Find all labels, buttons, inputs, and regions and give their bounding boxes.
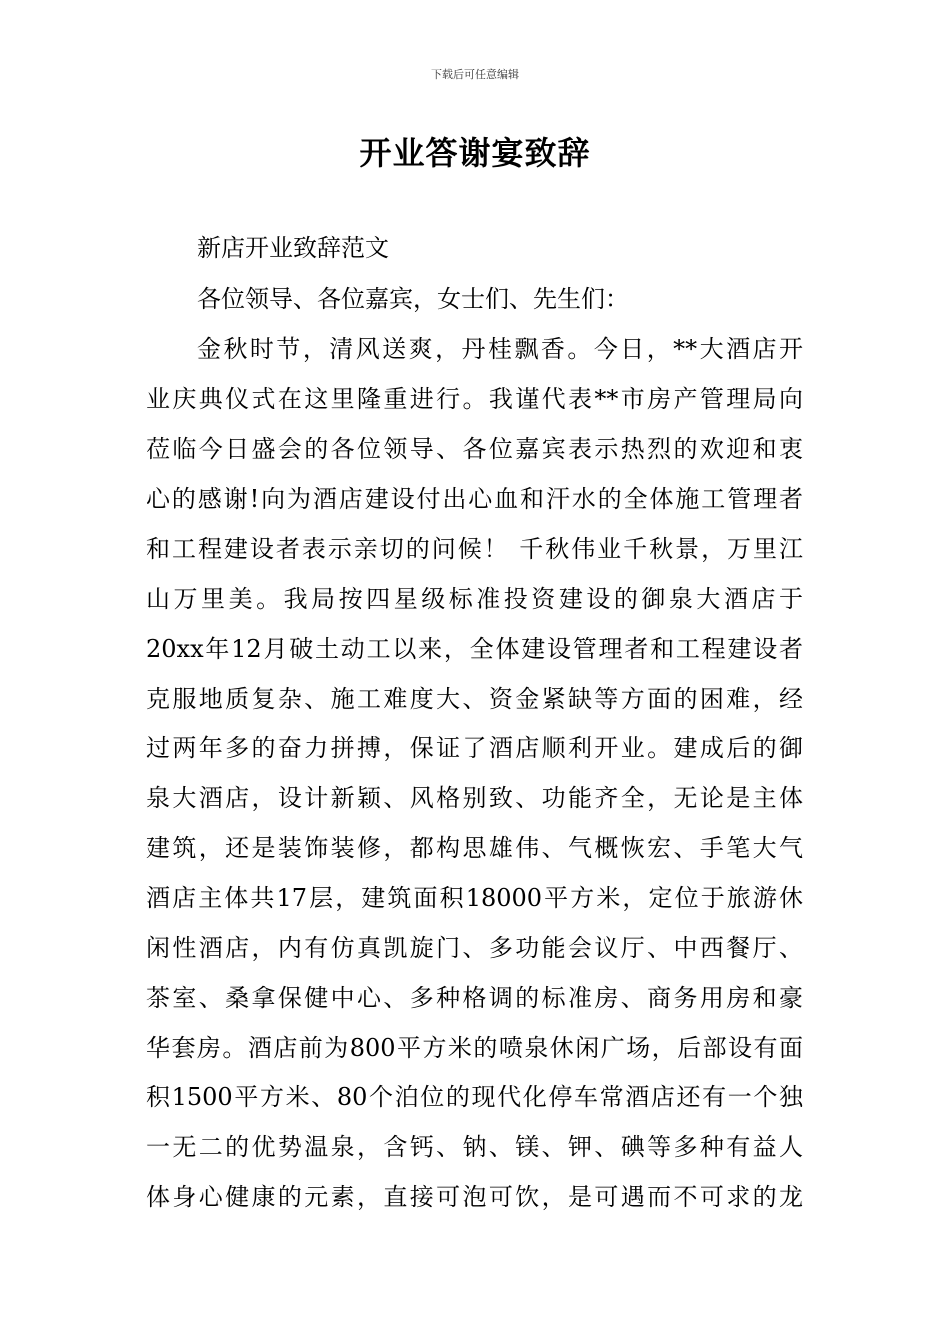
body-line: 闲性酒店，内有仿真凯旋门、多功能会议厅、中西餐厅、 xyxy=(146,934,803,962)
header-note: 下载后可任意编辑 xyxy=(431,68,519,81)
body-line: 一无二的优势温泉，含钙、钠、镁、钾、碘等多种有益人 xyxy=(146,1133,803,1161)
body-line: 山万里美。我局按四星级标准投资建设的御泉大酒店于 xyxy=(146,585,803,613)
body-line: 业庆典仪式在这里隆重进行。我谨代表**市房产管理局向 xyxy=(146,385,803,413)
document-title: 开业答谢宴致辞 xyxy=(359,134,591,172)
body-line: 茶室、桑拿保健中心、多种格调的标准房、商务用房和豪 xyxy=(146,984,803,1012)
body-line: 心的感谢!向为酒店建设付出心血和汗水的全体施工管理者 xyxy=(146,485,803,513)
body-line: 20xx年12月破土动工以来，全体建设管理者和工程建设者 xyxy=(146,635,803,663)
body-line: 华套房。酒店前为800平方米的喷泉休闲广场，后部设有面 xyxy=(146,1034,803,1062)
body-line: 泉大酒店，设计新颖、风格别致、功能齐全，无论是主体 xyxy=(146,784,803,812)
body-line: 积1500平方米、80个泊位的现代化停车常酒店还有一个独 xyxy=(146,1083,803,1111)
body-line: 克服地质复杂、施工难度大、资金紧缺等方面的困难，经 xyxy=(146,685,803,713)
body-line: 过两年多的奋力拼搏，保证了酒店顺利开业。建成后的御 xyxy=(146,734,803,762)
salutation-line: 各位领导、各位嘉宾，女士们、先生们： xyxy=(197,285,629,313)
body-line: 酒店主体共17层，建筑面积18000平方米，定位于旅游休 xyxy=(146,884,803,912)
body-line: 和工程建设者表示亲切的问候！ 千秋伟业千秋景，万里江 xyxy=(146,535,803,563)
subtitle-line: 新店开业致辞范文 xyxy=(197,234,389,262)
body-line: 建筑，还是装饰装修，都构思雄伟、气概恢宏、手笔大气 xyxy=(146,834,803,862)
body-line: 体身心健康的元素，直接可泡可饮，是可遇而不可求的龙 xyxy=(146,1183,803,1211)
body-line: 莅临今日盛会的各位领导、各位嘉宾表示热烈的欢迎和衷 xyxy=(146,435,803,463)
body-line: 金秋时节，清风送爽，丹桂飘香。今日，**大酒店开 xyxy=(197,335,803,363)
